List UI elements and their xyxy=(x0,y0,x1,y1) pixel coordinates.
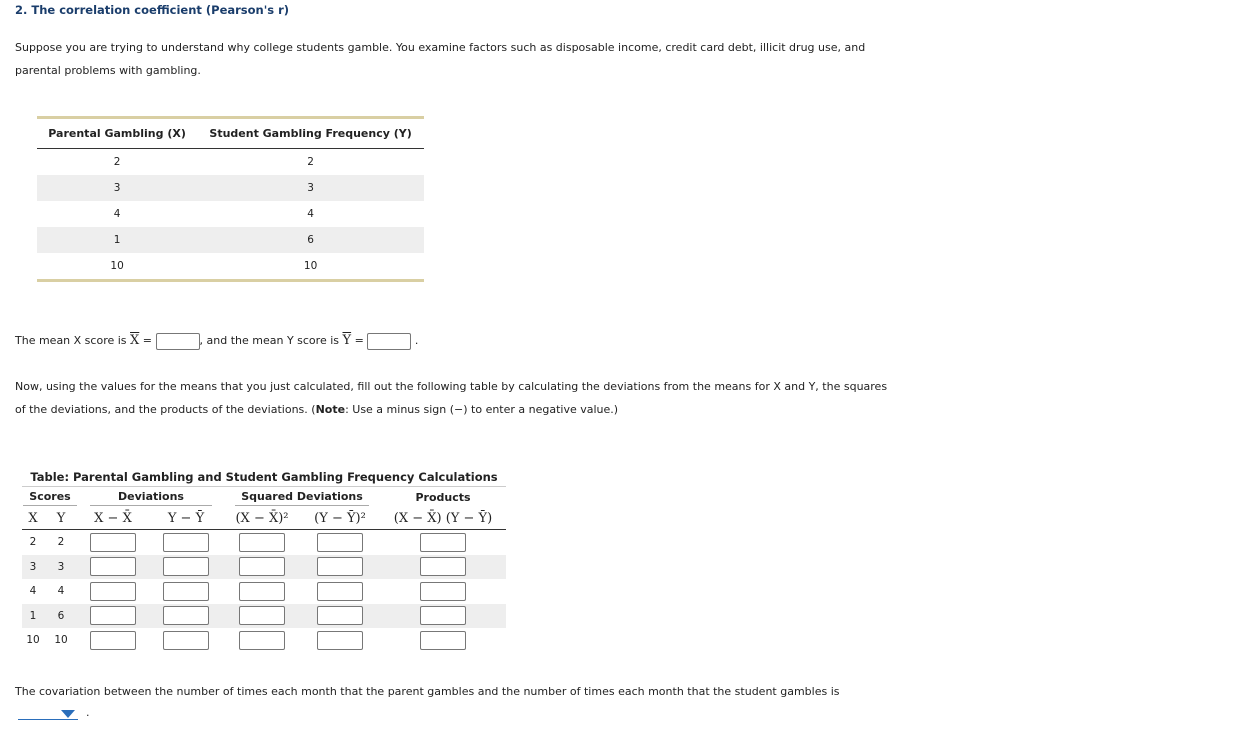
y-dev-input[interactable] xyxy=(163,533,209,552)
x-score: 4 xyxy=(29,585,37,598)
cell: 10 xyxy=(110,260,124,272)
y-score: 3 xyxy=(44,555,78,580)
product-input[interactable] xyxy=(420,557,466,576)
col-x-dev: X − X̄ xyxy=(78,507,148,530)
col-product: (X − X̄) (Y − Ȳ) xyxy=(380,507,506,530)
instructions-part: : Use a minus sign (−) to enter a negative value.) xyxy=(345,403,619,416)
y-sq-input[interactable] xyxy=(317,533,363,552)
y-score: 4 xyxy=(57,585,65,598)
table-caption: Table: Parental Gambling and Student Gambling Frequency Calculations xyxy=(22,468,506,487)
cell xyxy=(78,555,148,580)
col-x-sq: (X − X̄)² xyxy=(224,507,300,530)
cell xyxy=(300,628,380,653)
instructions-text xyxy=(15,375,895,421)
cell xyxy=(380,628,506,653)
data-table xyxy=(37,116,424,282)
cell: 6 xyxy=(197,227,424,253)
product-input[interactable] xyxy=(420,533,466,552)
cell: 4 xyxy=(307,208,314,220)
y-score: 6 xyxy=(44,604,78,629)
y-dev-input[interactable] xyxy=(163,606,209,625)
x-sq-input[interactable] xyxy=(239,557,285,576)
x-sq-input[interactable] xyxy=(239,582,285,601)
cell xyxy=(380,555,506,580)
cell xyxy=(224,555,300,580)
x-score: 2 xyxy=(29,536,37,549)
cell xyxy=(148,604,224,629)
cell xyxy=(148,628,224,653)
calculations-table xyxy=(22,468,506,653)
col-x: X xyxy=(22,507,44,530)
table-row xyxy=(37,253,424,281)
y-dev-input[interactable] xyxy=(163,582,209,601)
cell xyxy=(380,579,506,604)
cell: 3 xyxy=(197,175,424,201)
cell xyxy=(78,628,148,653)
x-score: 10 xyxy=(26,634,40,647)
table-row xyxy=(22,579,506,604)
group-scores: Scores xyxy=(23,488,76,506)
cell xyxy=(78,604,148,629)
table-row xyxy=(37,227,424,253)
cell: 1 xyxy=(37,227,197,253)
y-dev-input[interactable] xyxy=(163,557,209,576)
y-score: 10 xyxy=(54,634,68,647)
covariation-dropdown[interactable] xyxy=(18,707,78,720)
product-input[interactable] xyxy=(420,631,466,650)
y-sq-input[interactable] xyxy=(317,557,363,576)
cell xyxy=(78,530,148,555)
header-y: Student Gambling Frequency (Y) xyxy=(197,118,424,149)
table-row xyxy=(22,530,506,555)
means-text: The mean X score is xyxy=(15,334,127,347)
cell xyxy=(300,530,380,555)
header-x: Parental Gambling (X) xyxy=(37,118,197,149)
y-score: 2 xyxy=(57,536,65,549)
group-products: Products xyxy=(415,490,471,504)
x-sq-input[interactable] xyxy=(239,533,285,552)
group-squared: Squared Deviations xyxy=(235,488,369,506)
cell xyxy=(224,604,300,629)
chevron-down-icon xyxy=(61,710,75,718)
x-sq-input[interactable] xyxy=(239,606,285,625)
table-row xyxy=(22,628,506,653)
cell xyxy=(300,604,380,629)
y-dev-input[interactable] xyxy=(163,631,209,650)
cell xyxy=(148,579,224,604)
y-sq-input[interactable] xyxy=(317,631,363,650)
x-sq-input[interactable] xyxy=(239,631,285,650)
period: . xyxy=(86,706,90,719)
cell: 2 xyxy=(113,156,121,168)
covariation-text: The covariation between the number of times each month that the parent gambles and the number of times each month that the student gambles is xyxy=(15,685,840,698)
cell xyxy=(300,555,380,580)
product-input[interactable] xyxy=(420,582,466,601)
table-row xyxy=(37,149,424,176)
product-input[interactable] xyxy=(420,606,466,625)
y-sq-input[interactable] xyxy=(317,582,363,601)
x-score: 1 xyxy=(22,604,44,629)
col-y-sq: (Y − Ȳ)² xyxy=(300,507,380,530)
cell xyxy=(224,530,300,555)
col-y: Y xyxy=(44,507,78,530)
cell xyxy=(224,579,300,604)
mean-x-input[interactable] xyxy=(156,333,200,350)
cell: 4 xyxy=(113,208,121,220)
means-sentence xyxy=(15,332,418,350)
x-dev-input[interactable] xyxy=(90,631,136,650)
x-score: 3 xyxy=(22,555,44,580)
equals: = xyxy=(354,334,364,347)
cell xyxy=(380,604,506,629)
table-row xyxy=(37,175,424,201)
table-row xyxy=(22,555,506,580)
cell xyxy=(148,530,224,555)
cell xyxy=(148,555,224,580)
equals: = xyxy=(142,334,153,347)
intro-text: Suppose you are trying to understand why college students gamble. You examine factors such as disposable income, credit card debt, illicit drug use, and parental problems with gambling. xyxy=(15,41,866,77)
cell: 10 xyxy=(303,260,318,272)
cell: 2 xyxy=(307,156,314,168)
x-dev-input[interactable] xyxy=(90,557,136,576)
cell xyxy=(78,579,148,604)
means-text: , and the mean Y score is xyxy=(199,334,339,347)
y-sq-input[interactable] xyxy=(317,606,363,625)
col-y-dev: Y − Ȳ xyxy=(148,507,224,530)
y-bar-symbol: $\overline{Y}$ xyxy=(342,333,352,348)
question-title: 2. The correlation coefficient (Pearson's r) xyxy=(15,3,290,17)
cell xyxy=(224,628,300,653)
x-dev-input[interactable] xyxy=(90,533,136,552)
period: . xyxy=(414,334,419,347)
table-row xyxy=(22,604,506,629)
cell xyxy=(380,530,506,555)
mean-y-input[interactable] xyxy=(367,333,411,350)
table-row xyxy=(37,201,424,227)
note-label: Note xyxy=(315,403,346,416)
cell: 3 xyxy=(37,175,197,201)
instructions-part: Now, using the values for the means that you just calculated, fill out the following table by calculating the deviations from the means for X and Y, the squares of the deviations, and the products of the deviations. ( xyxy=(15,380,888,416)
x-dev-input[interactable] xyxy=(90,606,136,625)
group-deviations: Deviations xyxy=(90,488,212,506)
cell xyxy=(300,579,380,604)
x-dev-input[interactable] xyxy=(90,582,136,601)
x-bar-symbol: $\overline{X}$ xyxy=(130,333,140,348)
